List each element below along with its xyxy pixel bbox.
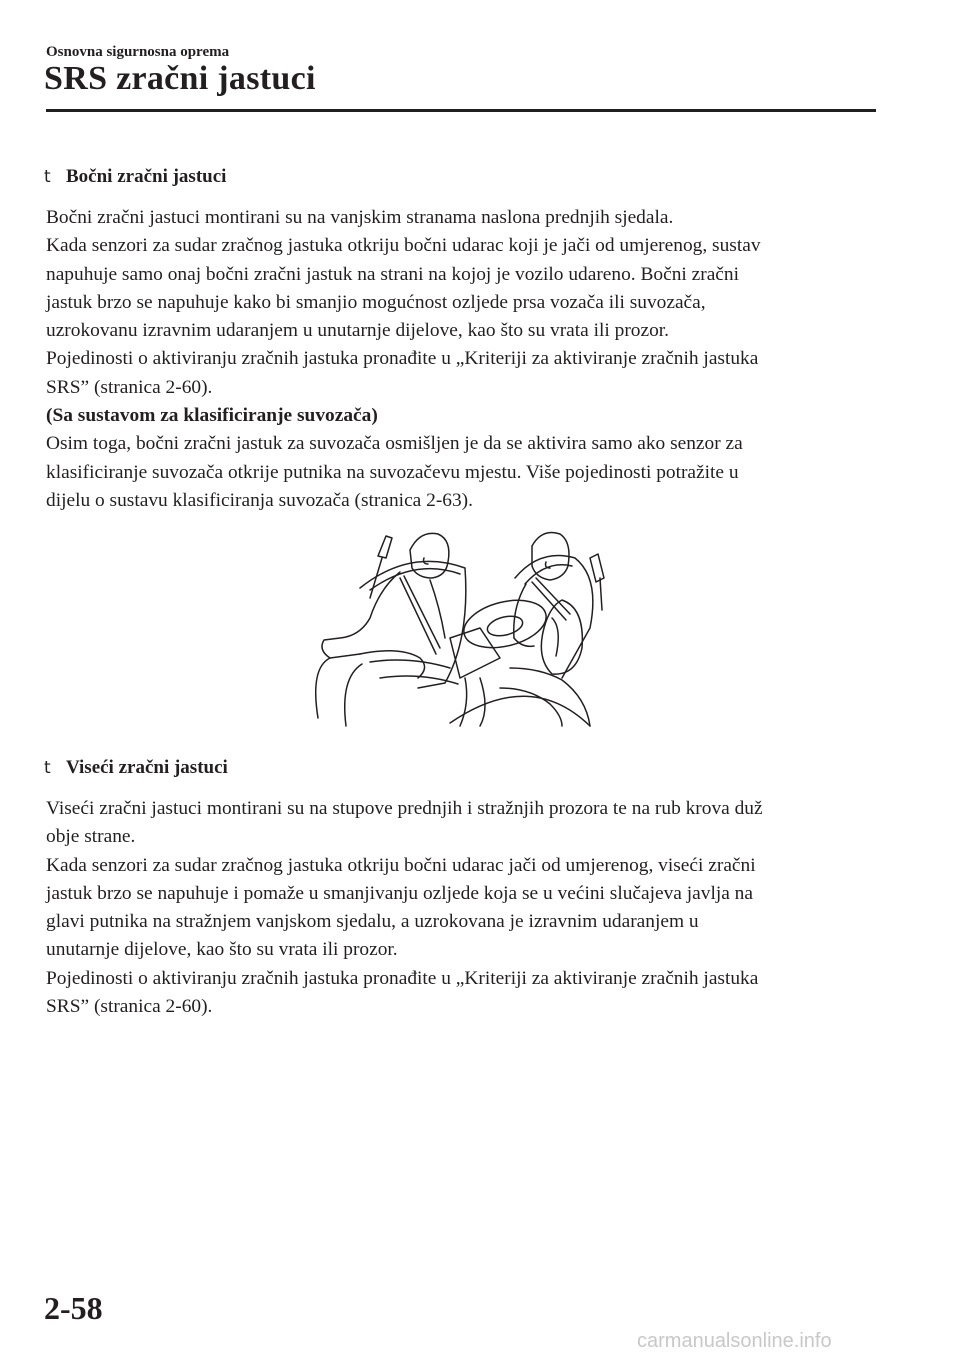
section-heading-side-airbags [44, 166, 226, 188]
text-line: jastuk brzo se napuhuje kako bi smanjio mogućnost ozljede prsa vozača ili suvozača, [46, 291, 706, 313]
text-line: dijelu o sustavu klasificiranja suvozača (stranica 2-63). [46, 489, 473, 511]
page-title: SRS zračni jastuci [44, 60, 316, 97]
section1-body [46, 204, 886, 515]
text-line: Pojedinosti o aktiviranju zračnih jastuka pronađite u „Kriteriji za aktiviranje zračnih jastuka [46, 348, 759, 370]
text-line: glavi putnika na stražnjem vanjskom sjedalu, a uzrokovana je izravnim udaranjem u [46, 911, 699, 933]
section-heading-text: Bočni zračni jastuci [66, 166, 227, 187]
text-line: unutarnje dijelove, kao što su vrata ili prozor. [46, 939, 398, 961]
text-line: Osim toga, bočni zračni jastuk za suvozača osmišljen je da se aktivira samo ako senzor za [46, 433, 743, 455]
text-line: obje strane. [46, 826, 136, 848]
text-line: SRS” (stranica 2-60). [46, 376, 213, 398]
text-line: SRS” (stranica 2-60). [46, 996, 213, 1018]
text-line: jastuk brzo se napuhuje i pomaže u smanjivanju ozljede koja se u većini slučajeva javlja na [46, 882, 753, 904]
section-heading-curtain-airbags [44, 757, 228, 779]
subheading-passenger-classification: (Sa sustavom za klasificiranje suvozača) [46, 405, 378, 427]
text-line: klasificiranje suvozača otkrije putnika na suvozačevu mjestu. Više pojedinosti potražite u [46, 461, 739, 483]
text-line: uzrokovanu izravnim udaranjem u unutarnje dijelove, kao što su vrata ili prozor. [46, 320, 670, 342]
side-airbag-seats-illustration-icon [300, 528, 620, 728]
text-line: Pojedinosti o aktiviranju zračnih jastuka pronađite u „Kriteriji za aktiviranje zračnih jastuka [46, 967, 759, 989]
text-line: napuhuje samo onaj bočni zračni jastuk na strani na kojoj je vozilo udareno. Bočni zračni [46, 263, 739, 285]
bullet-marker-icon: t [44, 167, 51, 187]
text-line: Viseći zračni jastuci montirani su na stupove prednjih i stražnjih prozora te na rub krova duž [46, 798, 763, 819]
watermark: carmanualsonline.info [637, 1330, 832, 1352]
section-heading-text: Viseći zračni jastuci [66, 757, 228, 778]
text-line: Kada senzori za sudar zračnog jastuka otkriju bočni udarac jači od umjerenog, viseći zračni [46, 854, 756, 876]
bullet-marker-icon: t [44, 758, 51, 778]
text-line: Bočni zračni jastuci montirani su na vanjskim stranama naslona prednjih sjedala. [46, 207, 674, 228]
title-rule [46, 109, 876, 112]
page-number: 2-58 [44, 1290, 103, 1326]
section-label: Osnovna sigurnosna oprema [46, 44, 230, 60]
text-line: Kada senzori za sudar zračnog jastuka otkriju bočni udarac koji je jači od umjerenog, sustav [46, 235, 761, 257]
section2-body [46, 795, 886, 1021]
